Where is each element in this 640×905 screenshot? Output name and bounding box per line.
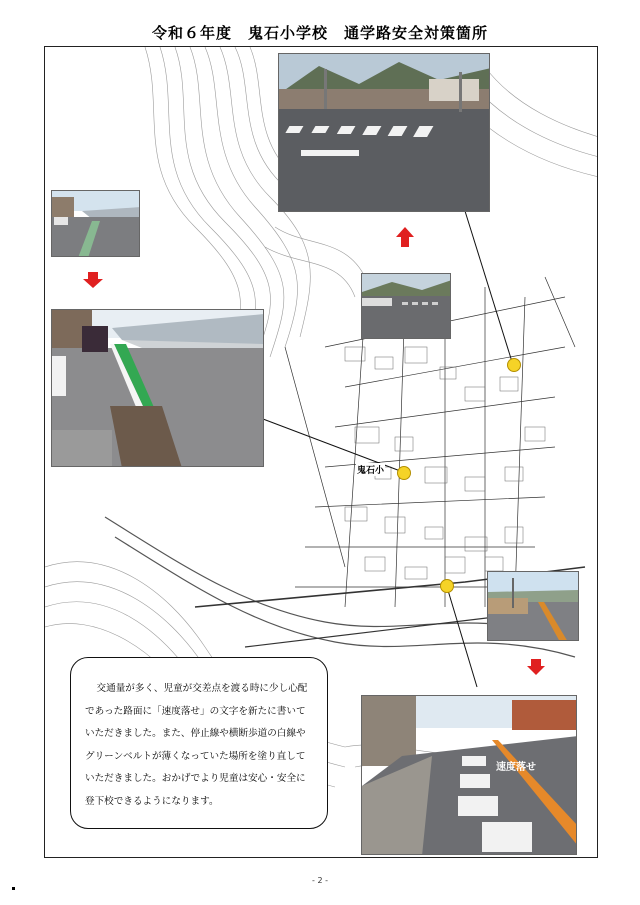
arrow-down-icon (83, 272, 103, 288)
location-marker-north (507, 358, 521, 372)
school-label: 鬼石小 (356, 463, 385, 476)
photo-crosswalk-before (361, 273, 451, 339)
location-marker-south (440, 579, 454, 593)
photo-green-belt-after (51, 309, 264, 467)
page-number: - 2 - (312, 876, 328, 885)
description-text: 交通量が多く、児童が交差点を渡る時に少し心配であった路面に「速度落せ」の文字を新たに書いていただきました。また、停止線や横断歩道の白線やグリーンベルトが薄くなっていた場所を塗り直していただきました。おかげでより児童は安心・安全に登下校できるようになります。 (85, 683, 308, 807)
photo-speed-marking-after (361, 695, 577, 855)
photo-green-belt-before (51, 190, 140, 257)
photo-speed-marking-before (487, 571, 579, 641)
page-title: 令和６年度 鬼石小学校 通学路安全対策箇所 (151, 24, 488, 42)
location-marker-school (397, 466, 411, 480)
stray-mark (12, 887, 15, 890)
description-callout (70, 657, 328, 829)
photo-crosswalk-after (278, 53, 490, 212)
road-marking-text: 速度落せ (496, 762, 536, 773)
arrow-up-icon (396, 227, 414, 247)
arrow-down-icon (527, 659, 545, 675)
